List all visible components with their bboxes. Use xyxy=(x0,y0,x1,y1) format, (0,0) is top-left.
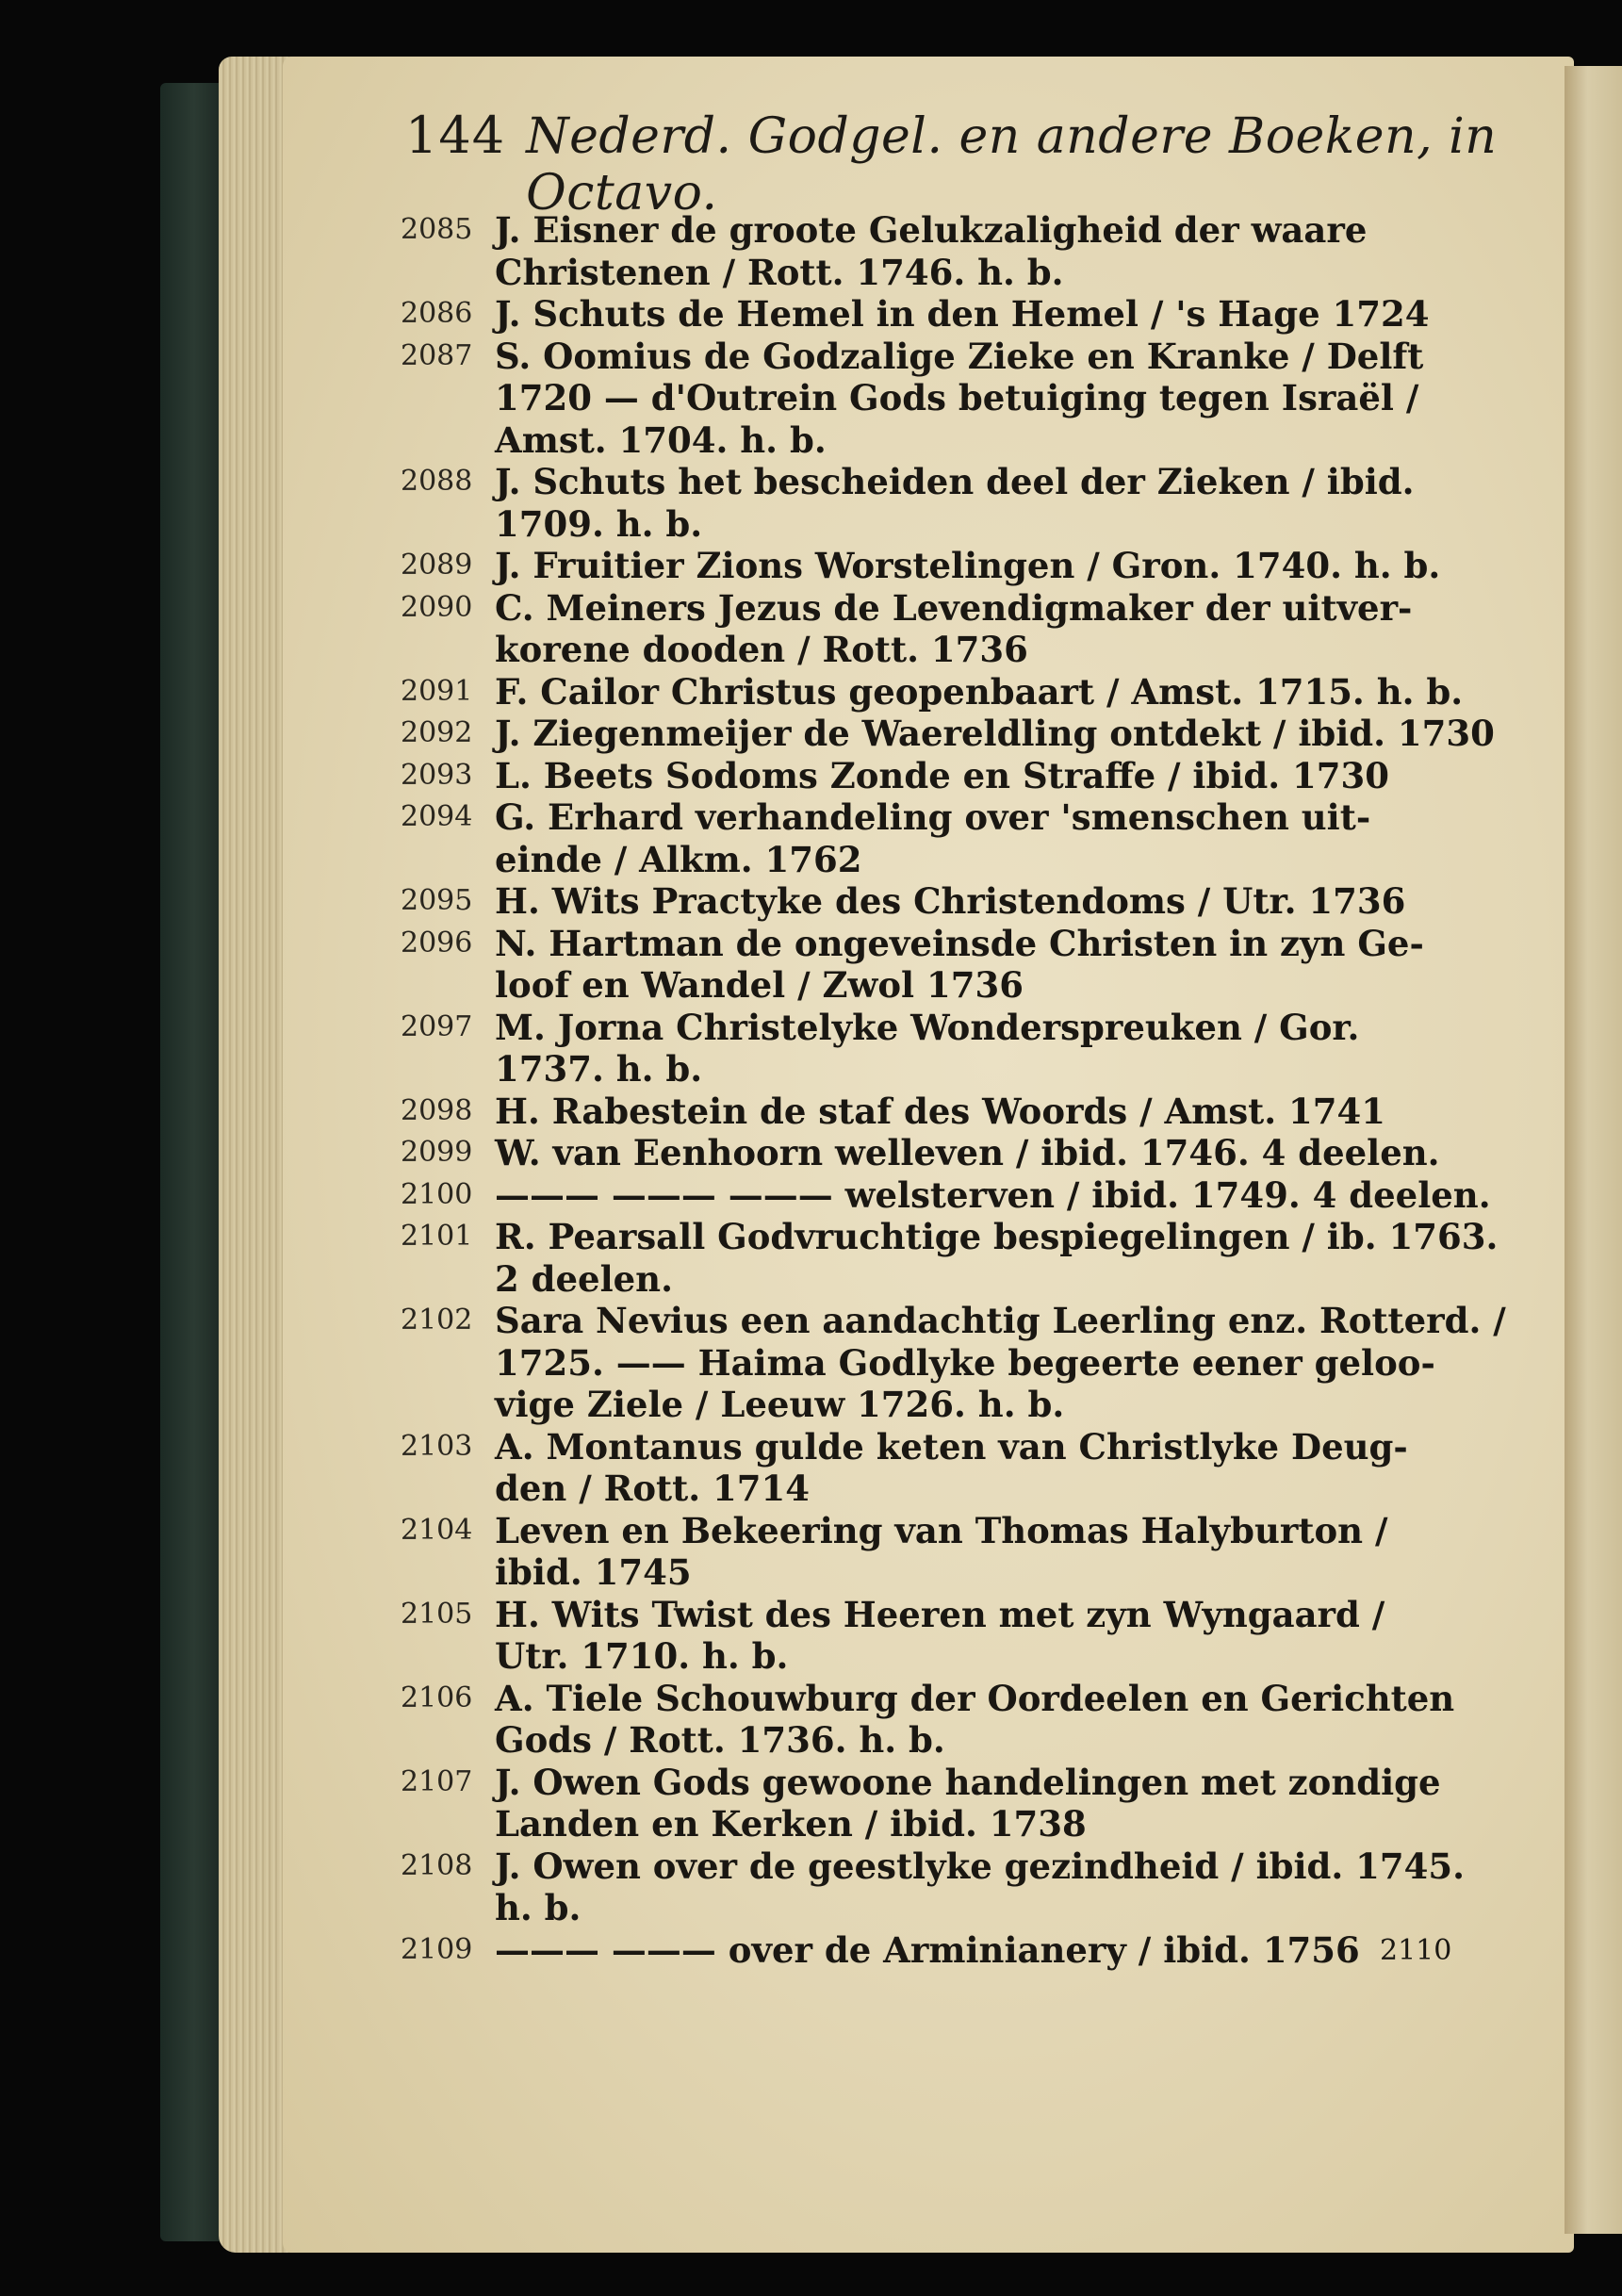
entry-number: 2108 xyxy=(401,1848,473,1882)
entry-line: Gods / Rott. 1736. h. b. xyxy=(495,1719,945,1761)
entry-line: H. Wits Practyke des Christendoms / Utr. 1736 xyxy=(495,880,1406,922)
entry-line: N. Hartman de ongeveinsde Christen in zyn Ge- xyxy=(495,922,1424,964)
entry-line: den / Rott. 1714 xyxy=(495,1468,810,1509)
catalogue-entry xyxy=(401,293,1470,336)
entry-text xyxy=(495,1510,1470,1594)
catchword: 2110 xyxy=(1380,1934,1452,1967)
entry-line: H. Wits Twist des Heeren met zyn Wyngaard / xyxy=(495,1593,1385,1635)
catalogue-entry xyxy=(401,1929,1470,1972)
entry-number: 2094 xyxy=(401,800,473,833)
catalogue-entry xyxy=(401,1510,1470,1594)
entry-line: 2 deelen. xyxy=(495,1257,673,1300)
catalogue-entry xyxy=(401,1678,1470,1762)
entry-line: einde / Alkm. 1762 xyxy=(495,838,862,880)
entry-line: 1709. h. b. xyxy=(495,502,703,545)
entry-number: 2091 xyxy=(401,674,473,708)
entry-line: ——— ——— ——— welsterven / ibid. 1749. 4 deelen. xyxy=(495,1173,1491,1216)
catalogue-entry xyxy=(401,461,1470,545)
page-number: 144 xyxy=(405,106,506,165)
entry-line: Sara Nevius een aandachtig Leerling enz. Rotterd. / xyxy=(495,1300,1506,1341)
entry-line: korene dooden / Rott. 1736 xyxy=(495,629,1028,670)
entry-number: 2102 xyxy=(401,1304,473,1337)
catalogue-entry xyxy=(401,1007,1470,1091)
entry-number: 2093 xyxy=(401,758,473,792)
entry-text xyxy=(495,1007,1470,1091)
entry-line: H. Rabestein de staf des Woords / Amst. 1741 xyxy=(495,1090,1385,1132)
entry-line: J. Owen Gods gewoone handelingen met zondige xyxy=(495,1761,1441,1803)
entry-line: vige Ziele / Leeuw 1726. h. b. xyxy=(495,1384,1065,1425)
entry-line: J. Fruitier Zions Worstelingen / Gron. 1740. h. b. xyxy=(495,545,1441,586)
entry-text xyxy=(495,1426,1470,1510)
entry-line: C. Meiners Jezus de Levendigmaker der uitver- xyxy=(495,586,1413,629)
catalogue-entry xyxy=(401,1594,1470,1678)
entry-line: A. Tiele Schouwburg der Oordeelen en Gerichten xyxy=(495,1677,1455,1719)
entry-line: J. Schuts het bescheiden deel der Zieken / ibid. xyxy=(495,461,1415,502)
entry-line: G. Erhard verhandeling over 'smenschen uit- xyxy=(495,796,1371,838)
entry-line: J. Schuts de Hemel in den Hemel / 's Hage 1724 xyxy=(495,293,1430,335)
catalogue-entry xyxy=(401,880,1470,923)
entry-text xyxy=(495,587,1470,671)
entry-number: 2090 xyxy=(401,590,473,624)
catalogue-entry xyxy=(401,1132,1470,1174)
entry-text xyxy=(495,209,1470,293)
entry-line: 1737. h. b. xyxy=(495,1048,703,1090)
entry-line: 1725. —— Haima Godlyke begeerte eener geloo- xyxy=(495,1341,1435,1384)
catalogue-entries xyxy=(401,209,1506,1971)
entry-text xyxy=(495,1174,1491,1217)
entry-text xyxy=(495,1762,1470,1845)
entry-text xyxy=(495,713,1495,755)
entry-number: 2085 xyxy=(401,213,473,246)
entry-text xyxy=(495,545,1470,587)
entry-text xyxy=(495,1845,1470,1929)
entry-text xyxy=(495,796,1470,880)
entry-number: 2087 xyxy=(401,338,473,372)
catalogue-entry xyxy=(401,587,1470,671)
entry-number: 2107 xyxy=(401,1764,473,1798)
entry-line: Amst. 1704. h. b. xyxy=(495,418,827,461)
entry-line: F. Cailor Christus geopenbaart / Amst. 1715. h. b. xyxy=(495,670,1464,713)
entry-line: ibid. 1745 xyxy=(495,1551,692,1593)
entry-line: A. Montanus gulde keten van Christlyke Deug- xyxy=(495,1425,1408,1468)
catalogue-entry xyxy=(401,1300,1506,1426)
entry-number: 2088 xyxy=(401,465,473,498)
entry-number: 2106 xyxy=(401,1681,473,1714)
facing-page-edge xyxy=(1565,66,1622,2234)
entry-text xyxy=(495,336,1470,462)
entry-line: 1720 — d'Outrein Gods betuiging tegen Israël / xyxy=(495,377,1419,418)
catalogue-entry xyxy=(401,1173,1491,1217)
entry-text xyxy=(495,923,1470,1007)
catalogue-entry xyxy=(401,796,1470,880)
entry-line: R. Pearsall Godvruchtige bespiegelingen / ib. 1763. xyxy=(495,1216,1499,1257)
entry-number: 2086 xyxy=(401,297,473,330)
catalogue-entry xyxy=(401,755,1470,797)
entry-number: 2095 xyxy=(401,884,473,917)
catalogue-entry xyxy=(401,713,1495,755)
entry-line: J. Owen over de geestlyke gezindheid / ibid. 1745. xyxy=(495,1845,1466,1887)
catalogue-entry xyxy=(401,671,1470,713)
catalogue-entry xyxy=(401,1762,1470,1845)
entry-number: 2109 xyxy=(401,1932,473,1966)
entry-number: 2092 xyxy=(401,716,473,749)
entry-text xyxy=(495,1594,1470,1678)
catalogue-entry xyxy=(401,1216,1499,1300)
entry-text xyxy=(495,671,1470,713)
entry-line: ——— ——— over de Arminianery / ibid. 1756 xyxy=(495,1928,1360,1971)
entry-text xyxy=(495,1132,1470,1174)
entry-text xyxy=(495,1929,1470,1972)
catalogue-entry xyxy=(401,209,1470,293)
entry-number: 2098 xyxy=(401,1093,473,1127)
entry-number: 2099 xyxy=(401,1136,473,1169)
entry-number: 2089 xyxy=(401,549,473,582)
entry-line: W. van Eenhoorn welleven / ibid. 1746. 4 deelen. xyxy=(495,1132,1440,1173)
entry-number: 2096 xyxy=(401,926,473,959)
entry-number: 2105 xyxy=(401,1597,473,1631)
entry-line: Landen en Kerken / ibid. 1738 xyxy=(495,1803,1087,1845)
entry-line: S. Oomius de Godzalige Zieke en Kranke / Delft xyxy=(495,335,1424,377)
entry-text xyxy=(495,1216,1498,1300)
entry-text xyxy=(495,1678,1470,1762)
entry-line: Utr. 1710. h. b. xyxy=(495,1635,789,1677)
entry-text xyxy=(495,880,1470,923)
catalogue-entry xyxy=(401,336,1470,462)
catalogue-entry xyxy=(401,1845,1470,1929)
entry-line: J. Eisner de groote Gelukzaligheid der waare xyxy=(495,209,1368,251)
entry-line: J. Ziegenmeijer de Waereldling ontdekt / ibid. 1730 xyxy=(495,713,1495,754)
page-header xyxy=(405,106,1622,221)
entry-text xyxy=(495,1091,1470,1133)
catalogue-entry xyxy=(401,1426,1470,1510)
entry-text xyxy=(495,1300,1506,1426)
entry-line: M. Jorna Christelyke Wonderspreuken / Gor. xyxy=(495,1006,1360,1048)
catalogue-entry xyxy=(401,1091,1470,1133)
entry-number: 2097 xyxy=(401,1009,473,1043)
entry-text xyxy=(495,293,1470,336)
entry-text xyxy=(495,461,1470,545)
catalogue-entry xyxy=(401,545,1470,587)
entry-line: h. b. xyxy=(495,1887,582,1928)
entry-number: 2101 xyxy=(401,1220,473,1253)
entry-number: 2103 xyxy=(401,1429,473,1463)
running-title: Nederd. Godgel. en andere Boeken, in Octavo. xyxy=(526,108,1498,221)
entry-line: Christenen / Rott. 1746. h. b. xyxy=(495,251,1064,293)
entry-text xyxy=(495,755,1470,797)
entry-line: loof en Wandel / Zwol 1736 xyxy=(495,964,1024,1006)
entry-number: 2100 xyxy=(401,1177,473,1211)
entry-number: 2104 xyxy=(401,1513,473,1547)
entry-line: L. Beets Sodoms Zonde en Straffe / ibid. 1730 xyxy=(495,754,1390,796)
entry-line: Leven en Bekeering van Thomas Halyburton / xyxy=(495,1509,1388,1551)
catalogue-entry xyxy=(401,923,1470,1007)
